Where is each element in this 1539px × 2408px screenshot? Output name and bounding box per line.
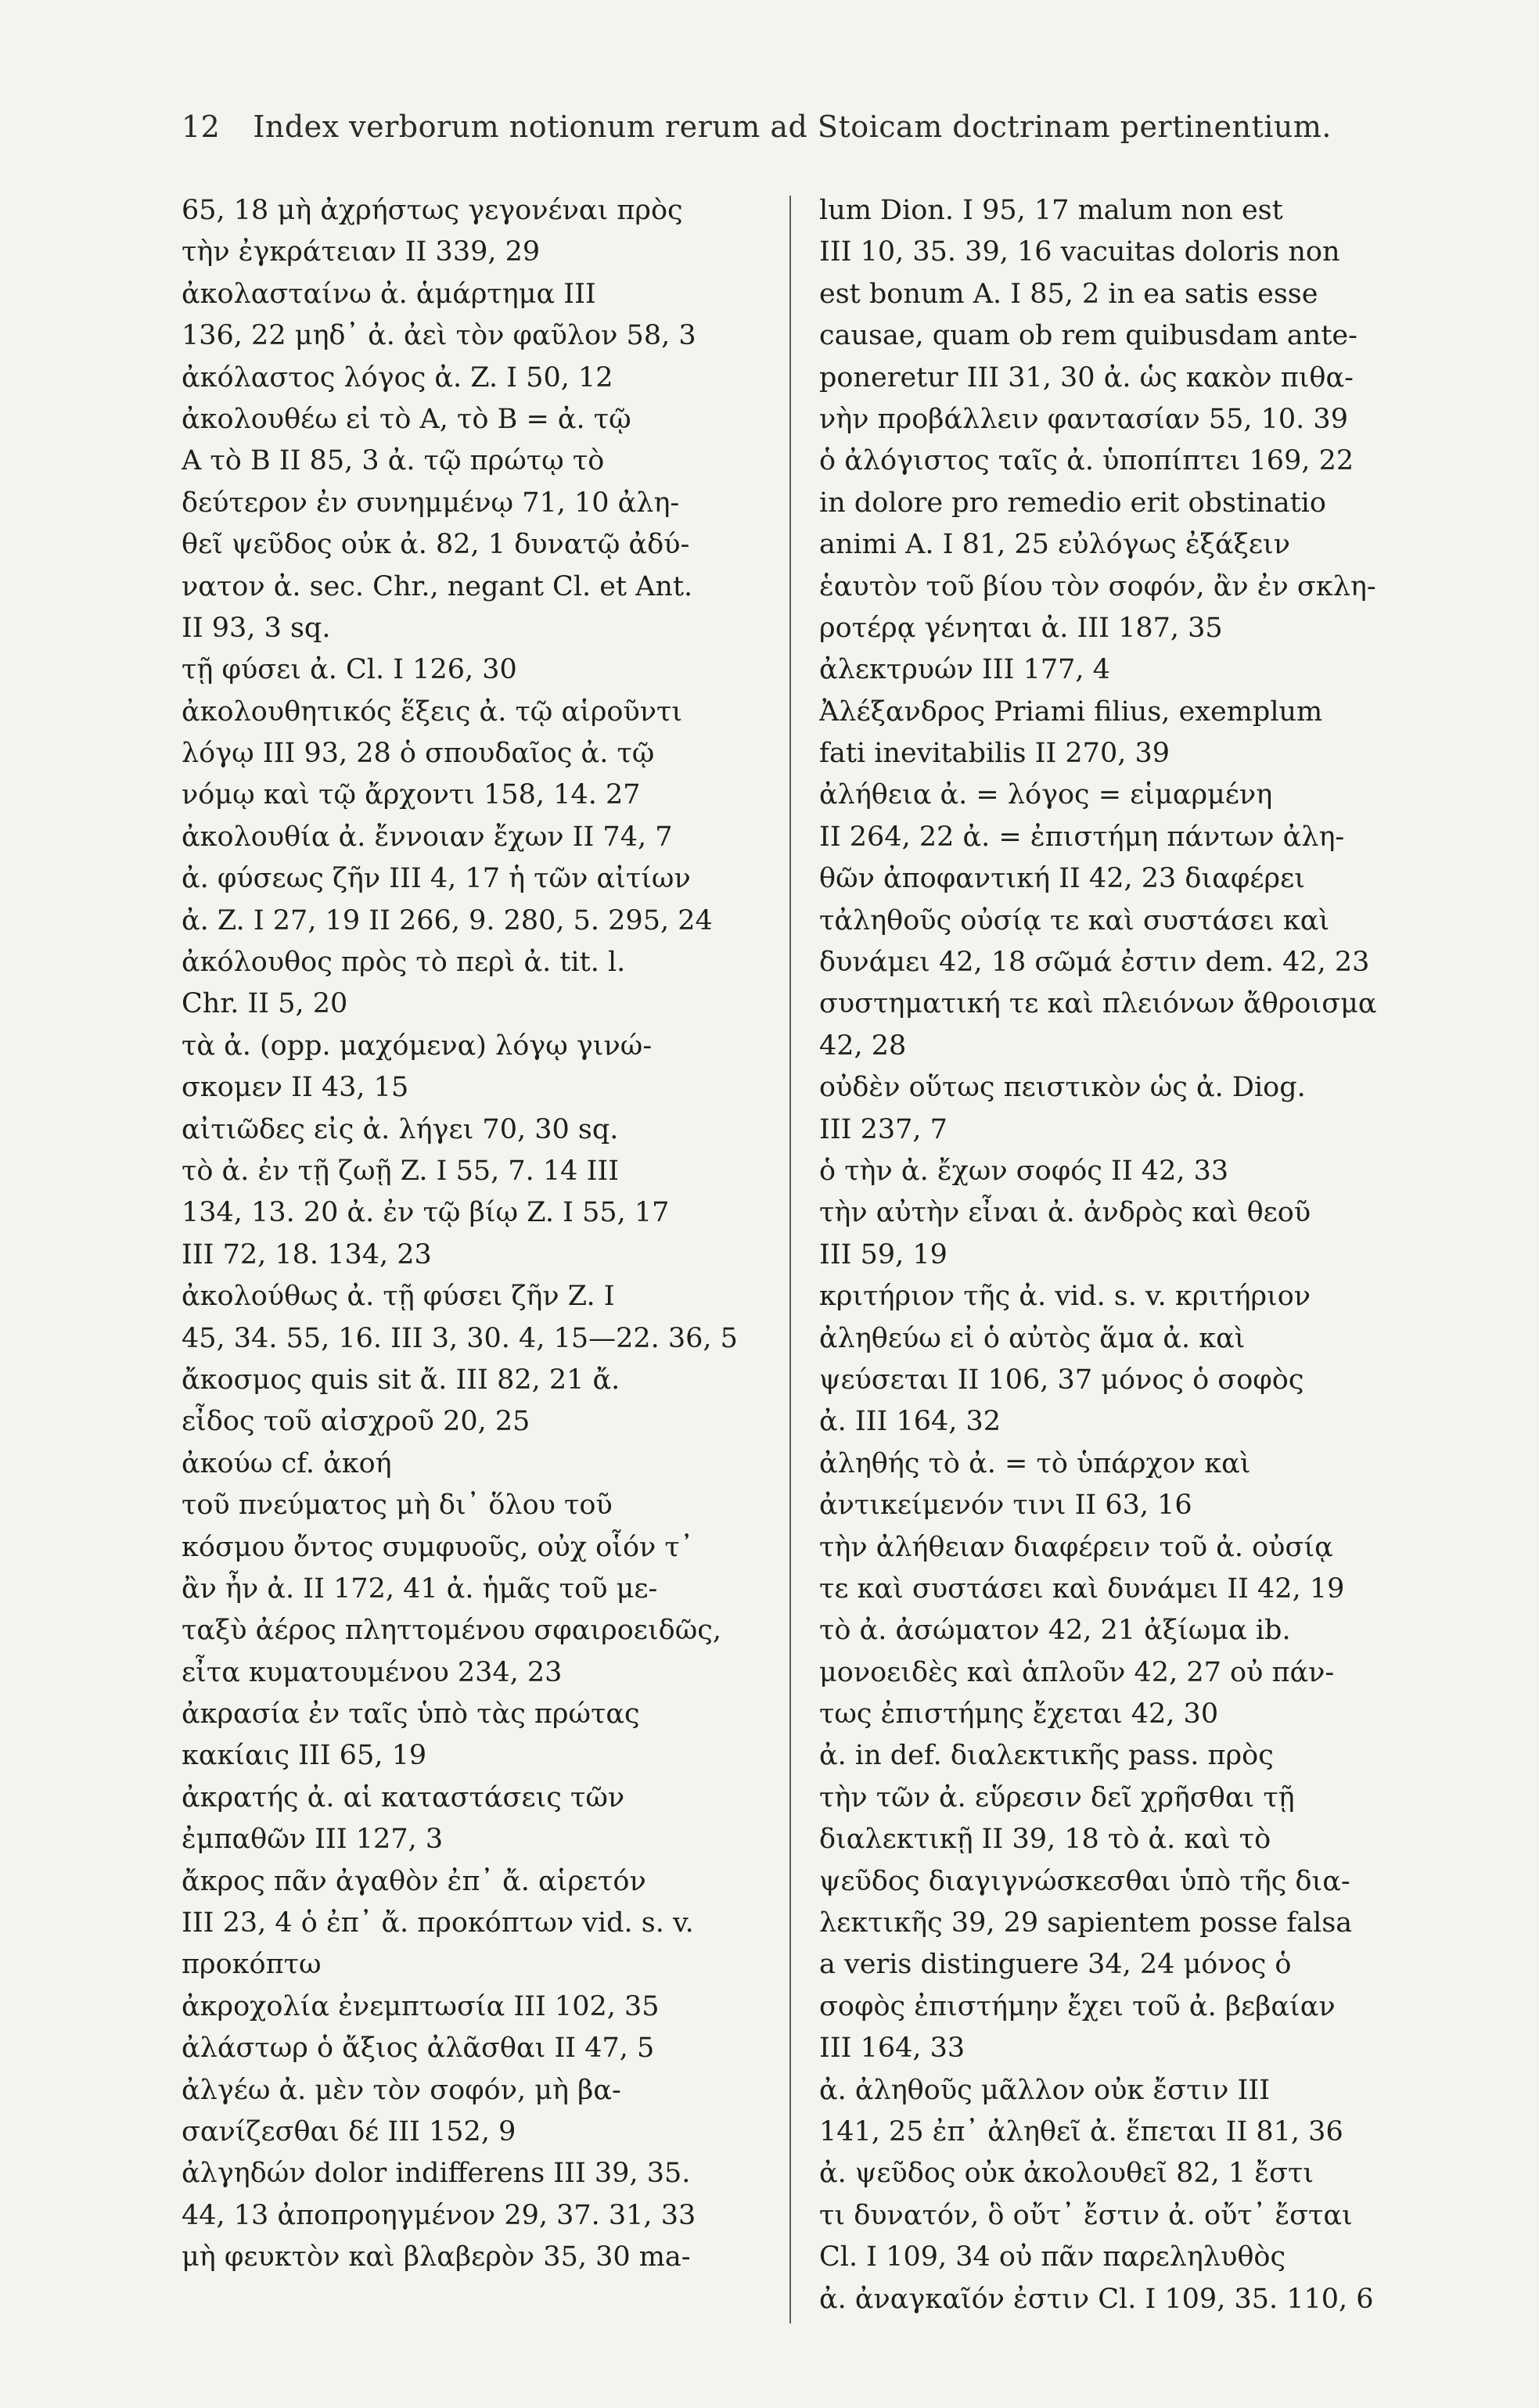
index-line: νόμῳ καὶ τῷ ἄρχοντι 158, 14. 27 [182, 779, 641, 811]
index-line: τὴν τῶν ἀ. εὕρεσιν δεῖ χρῆσθαι τῇ [819, 1781, 1295, 1813]
index-line: ἄκρος πᾶν ἀγαθὸν ἐπ᾽ ἄ. αἱρετόν [182, 1865, 646, 1897]
index-line: θεῖ ψεῦδος οὐκ ἀ. 82, 1 δυνατῷ ἀδύ- [182, 529, 690, 561]
index-line: III 59, 19 [819, 1238, 947, 1270]
index-line: τι δυνατόν, ὃ οὔτ᾽ ἔστιν ἀ. οὔτ᾽ ἔσται [819, 2199, 1353, 2231]
index-line: αἰτιῶδες εἰς ἀ. λήγει 70, 30 sq. [182, 1113, 619, 1145]
index-line: ἑαυτὸν τοῦ βίου τὸν σοφόν, ἂν ἐν σκλη- [819, 570, 1376, 602]
index-line: fati inevitabilis II 270, 39 [819, 738, 1170, 770]
index-line: III 164, 33 [819, 2032, 965, 2065]
index-line: III 72, 18. 134, 23 [182, 1238, 432, 1270]
index-line: τὴν αὐτὴν εἶναι ἀ. ἀνδρὸς καὶ θεοῦ [819, 1197, 1311, 1229]
index-line: ὁ τὴν ἀ. ἔχων σοφός II 42, 33 [819, 1155, 1229, 1187]
index-line: λόγῳ III 93, 28 ὁ σπουδαῖος ἀ. τῷ [182, 738, 655, 770]
index-line: ψεῦδος διαγιγνώσκεσθαι ὑπὸ τῆς δια- [819, 1865, 1350, 1897]
index-line: ψεύσεται II 106, 37 μόνος ὁ σοφὸς [819, 1364, 1304, 1396]
index-line: οὐδὲν οὕτως πειστικὸν ὡς ἀ. Diog. [819, 1072, 1306, 1104]
index-line: τε καὶ συστάσει καὶ δυνάμει II 42, 19 [819, 1572, 1345, 1605]
index-line: III 23, 4 ὁ ἐπ᾽ ἄ. προκόπτων vid. s. v. [182, 1907, 694, 1939]
index-line: εἶδος τοῦ αἰσχροῦ 20, 25 [182, 1406, 530, 1438]
index-line: νὴν προβάλλειν φαντασίαν 55, 10. 39 [819, 403, 1348, 435]
left-column [182, 190, 778, 2279]
index-line: μονοειδὲς καὶ ἁπλοῦν 42, 27 οὐ πάν- [819, 1656, 1335, 1688]
index-line: Ἀλέξανδρος Priami filius, exemplum [819, 695, 1323, 728]
index-line: est bonum A. I 85, 2 in ea satis esse [819, 278, 1318, 310]
index-line: δεύτερον ἐν συνημμένῳ 71, 10 ἀλη- [182, 487, 680, 519]
index-line: κακίαις III 65, 19 [182, 1740, 427, 1772]
index-line: μὴ φευκτὸν καὶ βλαβερὸν 35, 30 ma- [182, 2241, 691, 2273]
index-line: ἀκόλουθος πρὸς τὸ περὶ ἀ. tit. l. [182, 947, 626, 979]
index-line: ἀλάστωρ ὁ ἄξιος ἀλᾶσθαι II 47, 5 [182, 2032, 655, 2065]
index-line: συστηματική τε καὶ πλειόνων ἄθροισμα [819, 988, 1377, 1020]
index-line: animi A. I 81, 25 εὐλόγως ἐξάξειν [819, 529, 1290, 561]
index-line: ἀκολουθέω εἰ τὸ A, τὸ B = ἀ. τῷ [182, 403, 631, 435]
index-line: Chr. II 5, 20 [182, 988, 348, 1020]
index-line: 45, 34. 55, 16. III 3, 30. 4, 15—22. 36, 5 [182, 1322, 738, 1354]
index-line: lum Dion. I 95, 17 malum non est [819, 195, 1283, 226]
index-line: ροτέρᾳ γένηται ἀ. III 187, 35 [819, 612, 1223, 644]
index-line: τὸ ἀ. ἀσώματον 42, 21 ἀξίωμα ib. [819, 1615, 1291, 1647]
index-line: κόσμου ὄντος συμφυοῦς, οὐχ οἷόν τ᾽ [182, 1531, 694, 1563]
index-line: ἀκρατής ἀ. αἱ καταστάσεις τῶν [182, 1781, 625, 1813]
index-line: ἀλγηδών dolor indifferens III 39, 35. [182, 2158, 691, 2190]
index-line: III 237, 7 [819, 1113, 947, 1145]
index-line: τοῦ πνεύματος μὴ δι᾽ ὅλου τοῦ [182, 1490, 613, 1522]
index-line: εἶτα κυματουμένου 234, 23 [182, 1656, 563, 1688]
index-line: ἄκοσμος quis sit ἄ. III 82, 21 ἄ. [182, 1364, 620, 1396]
index-line: ἀκολασταίνω ἀ. ἁμάρτημα III [182, 278, 596, 310]
index-line: ἀντικείμενόν τινι II 63, 16 [819, 1490, 1192, 1522]
index-line: τὴν ἀλήθειαν διαφέρειν τοῦ ἀ. οὐσίᾳ [819, 1531, 1333, 1563]
index-line: 65, 18 μὴ ἀχρήστως γεγονέναι πρὸς [182, 195, 683, 226]
index-line: 141, 25 ἐπ᾽ ἀληθεῖ ἀ. ἕπεται II 81, 36 [819, 2115, 1343, 2147]
index-line: σκομεν II 43, 15 [182, 1072, 409, 1104]
index-line: II 93, 3 sq. [182, 612, 331, 644]
index-line: ἀκολουθητικός ἕξεις ἀ. τῷ αἱροῦντι [182, 695, 683, 728]
index-line: ἀ. ἀναγκαῖόν ἐστιν Cl. I 109, 35. 110, 6 [819, 2283, 1374, 2315]
index-line: 136, 22 μηδ᾽ ἀ. ἀεὶ τὸν φαῦλον 58, 3 [182, 320, 696, 352]
index-line: ταξὺ ἀέρος πληττομένου σφαιροειδῶς, [182, 1615, 722, 1647]
index-line: τὸ ἀ. ἐν τῇ ζωῇ Z. I 55, 7. 14 III [182, 1155, 620, 1187]
right-column [819, 190, 1404, 2320]
index-line: II 264, 22 ἀ. = ἐπιστήμη πάντων ἀλη- [819, 821, 1345, 853]
index-line: a veris distinguere 34, 24 μόνος ὁ [819, 1949, 1292, 1981]
index-line: Cl. I 109, 34 οὐ πᾶν παρεληλυθὸς [819, 2241, 1286, 2273]
index-line: ἀκροχολία ἐνεμπτωσία III 102, 35 [182, 1990, 660, 2022]
column-divider [789, 196, 791, 2324]
index-line: προκόπτω [182, 1949, 322, 1981]
index-line: ἀ. ψεῦδος οὐκ ἀκολουθεῖ 82, 1 ἔστι [819, 2158, 1314, 2190]
index-line: ἀ. φύσεως ζῆν III 4, 17 ἡ τῶν αἰτίων [182, 863, 691, 895]
index-line: ἀληθής τὸ ἀ. = τὸ ὑπάρχον καὶ [819, 1447, 1251, 1479]
index-line: τὴν ἐγκράτειαν II 339, 29 [182, 236, 541, 268]
index-line: σανίζεσθαι δέ III 152, 9 [182, 2115, 516, 2147]
index-line: λεκτικῆς 39, 29 sapientem posse falsa [819, 1907, 1353, 1939]
index-line: τὰ ἀ. (opp. μαχόμενα) λόγῳ γινώ- [182, 1030, 653, 1062]
index-line: τως ἐπιστήμης ἔχεται 42, 30 [819, 1698, 1219, 1731]
index-line: ἀκολουθία ἀ. ἔννοιαν ἔχων II 74, 7 [182, 821, 673, 853]
index-line: ἐμπαθῶν III 127, 3 [182, 1824, 444, 1856]
index-line: III 10, 35. 39, 16 vacuitas doloris non [819, 236, 1340, 268]
index-line: ἀλγέω ἀ. μὲν τὸν σοφόν, μὴ βα- [182, 2074, 621, 2106]
index-line: causae, quam ob rem quibusdam ante- [819, 320, 1357, 352]
index-line: ἀκόλαστος λόγος ἀ. Z. I 50, 12 [182, 361, 613, 394]
index-line: ἀ. ἀληθοῦς μᾶλλον οὐκ ἔστιν III [819, 2074, 1271, 2106]
index-line: 134, 13. 20 ἀ. ἐν τῷ βίῳ Z. I 55, 17 [182, 1197, 670, 1229]
page-header [182, 110, 1355, 144]
index-line: διαλεκτικῇ II 39, 18 τὸ ἀ. καὶ τὸ [819, 1824, 1271, 1856]
index-line: ἀ. Z. I 27, 19 II 266, 9. 280, 5. 295, 24 [182, 904, 713, 936]
index-line: ἂν ἦν ἀ. II 172, 41 ἀ. ἡμᾶς τοῦ με- [182, 1572, 658, 1605]
index-line: τῇ φύσει ἀ. Cl. I 126, 30 [182, 654, 517, 686]
index-line: in dolore pro remedio erit obstinatio [819, 487, 1326, 519]
index-line: θῶν ἀποφαντική II 42, 23 διαφέρει [819, 863, 1305, 895]
index-line: ἀκρασία ἐν ταῖς ὑπὸ τὰς πρώτας [182, 1698, 640, 1731]
index-line: κριτήριον τῆς ἀ. vid. s. v. κριτήριον [819, 1281, 1311, 1313]
index-line: 44, 13 ἀποπροηγμένον 29, 37. 31, 33 [182, 2199, 696, 2231]
index-line: δυνάμει 42, 18 σῶμά ἐστιν dem. 42, 23 [819, 947, 1370, 979]
index-line: A τὸ B II 85, 3 ἀ. τῷ πρώτῳ τὸ [182, 445, 605, 477]
index-line: ἀ. in def. διαλεκτικῆς pass. πρὸς [819, 1740, 1274, 1772]
index-line: τἀληθοῦς οὐσίᾳ τε καὶ συστάσει καὶ [819, 904, 1330, 936]
index-line: ἀλεκτρυών III 177, 4 [819, 654, 1110, 686]
index-line: poneretur III 31, 30 ἀ. ὡς κακὸν πιθα- [819, 361, 1354, 394]
index-line: ἀκολούθως ἀ. τῇ φύσει ζῆν Z. I [182, 1281, 615, 1313]
running-title: Index verborum notionum rerum ad Stoicam doctrinam pertinentium. [253, 110, 1332, 144]
page-number: 12 [182, 110, 221, 144]
index-line: ὁ ἀλόγιστος ταῖς ἀ. ὑποπίπτει 169, 22 [819, 445, 1354, 477]
index-line: ἀκούω cf. ἀκοή [182, 1447, 392, 1479]
index-line: ἀληθεύω εἰ ὁ αὐτὸς ἅμα ἀ. καὶ [819, 1322, 1246, 1354]
index-line: σοφὸς ἐπιστήμην ἔχει τοῦ ἀ. βεβαίαν [819, 1990, 1336, 2022]
index-line: 42, 28 [819, 1030, 907, 1062]
index-line: ἀλήθεια ἀ. = λόγος = εἱμαρμένη [819, 779, 1273, 811]
index-line: ἀ. III 164, 32 [819, 1406, 1001, 1438]
index-line: νατον ἀ. sec. Chr., negant Cl. et Ant. [182, 570, 693, 602]
